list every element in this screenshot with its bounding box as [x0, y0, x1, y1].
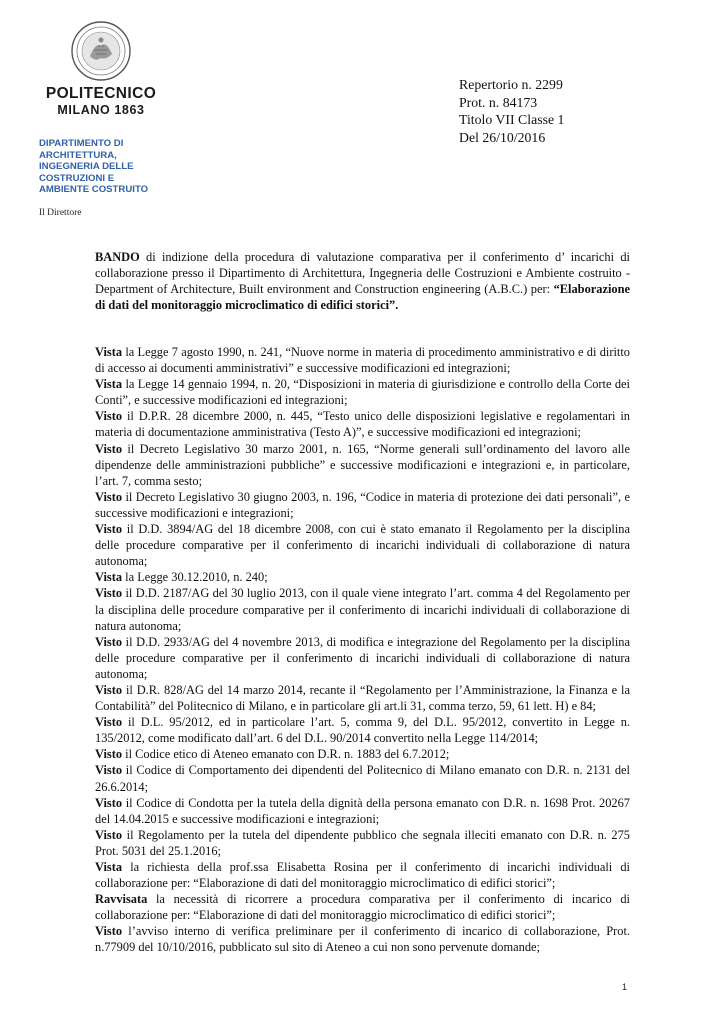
politecnico-logo — [38, 20, 164, 117]
consideration-item — [95, 585, 630, 633]
consideration-item — [95, 891, 630, 923]
consideration-keyword: Visto — [95, 441, 123, 456]
consideration-text: la Legge 7 agosto 1990, n. 241, “Nuove norme in materia di procedimento amministrativo e di diritto di accesso ai documenti amministrativi” e successive modificazioni ed integrazioni; — [95, 345, 630, 376]
considerations-list — [95, 344, 630, 956]
consideration-item — [95, 521, 630, 569]
repertorio-number: Repertorio n. 2299 — [459, 77, 563, 92]
consideration-item — [95, 714, 630, 746]
consideration-text: la richiesta della prof.ssa Elisabetta Rosina per il conferimento di incarichi individuali di collaborazione per: “Elaborazione di dati del monitoraggio microclimatico di edifici storici”; — [95, 860, 630, 891]
protocol-number: Prot. n. 84173 — [459, 94, 538, 110]
director-label: Il Direttore — [39, 208, 82, 218]
consideration-text: il D.P.R. 28 dicembre 2000, n. 445, “Testo unico delle disposizioni legislative e regolamentari in materia di documentazione amministrativa (Testo A)”, e successive modificazioni ed integrazioni; — [95, 409, 630, 440]
consideration-text: il D.D. 2933/AG del 4 novembre 2013, di modifica e integrazione del Regolamento per la disciplina delle procedure comparative per il conferimento di incarichi individuali di collaborazione di natura autonoma; — [95, 634, 630, 681]
consideration-keyword: Visto — [95, 715, 123, 730]
consideration-keyword: Vista — [95, 377, 123, 392]
consideration-item — [95, 859, 630, 891]
consideration-text: il D.D. 3894/AG del 18 dicembre 2008, con cui è stato emanato il Regolamento per la disciplina delle procedure comparative per il conferimento di incarichi individuali di collaborazione di natura autonoma; — [95, 522, 630, 569]
consideration-keyword: Visto — [95, 747, 123, 762]
consideration-item — [95, 344, 630, 376]
consideration-item — [95, 746, 630, 762]
university-seal-icon — [70, 20, 132, 82]
consideration-text: il Regolamento per la tutela del dipendente pubblico che segnala illeciti emanato con D.R. n. 275 Prot. 5031 del 25.1.2016; — [95, 827, 630, 858]
consideration-keyword: Visto — [95, 586, 123, 601]
consideration-text: la Legge 14 gennaio 1994, n. 20, “Disposizioni in materia di giurisdizione e controllo della Corte dei Conti”, e successive modificazioni ed integrazioni; — [95, 377, 630, 408]
department-line: INGEGNERIA DELLE — [39, 161, 134, 173]
consideration-text: il Codice di Condotta per la tutela della dignità della persona emanato con D.R. n. 1698 Prot. 20267 del 14.04.2015 e successive modificazioni e integrazioni; — [95, 795, 630, 826]
consideration-item — [95, 441, 630, 489]
consideration-item — [95, 634, 630, 682]
consideration-keyword: Visto — [95, 763, 123, 778]
consideration-text: l’avviso interno di verifica preliminare per il conferimento di incarico di collaborazione, Prot. n.77909 del 10/10/2016, pubblicato sul sito di Ateneo a cui non sono pervenute domande; — [95, 924, 630, 955]
consideration-item — [95, 376, 630, 408]
classification: Titolo VII Classe 1 — [459, 112, 565, 127]
consideration-item — [95, 682, 630, 714]
consideration-text: il Decreto Legislativo 30 giugno 2003, n. 196, “Codice in materia di protezione dei dati personali”, e successive modificazioni e integrazioni; — [95, 489, 630, 520]
consideration-text: il Decreto Legislativo 30 marzo 2001, n. 165, “Norme generali sull’ordinamento del lavoro alle dipendenze delle amministrazioni pubbliche” e successive modificazioni e integrazioni e, in particolare, l’art. 7, comma sesto; — [95, 441, 630, 488]
logo-city: MILANO 1863 — [57, 103, 145, 117]
consideration-keyword: Ravvisata — [95, 892, 148, 907]
consideration-item — [95, 923, 630, 955]
bando-title: “Elaborazione di dati del monitoraggio microclimatico di edifici storici”. — [95, 282, 630, 313]
department-line: DIPARTIMENTO DI — [39, 138, 124, 149]
bando-keyword: BANDO — [95, 250, 140, 264]
consideration-text: il Codice di Comportamento dei dipendenti del Politecnico di Milano emanato con D.R. n. 2131 del 26.6.2014; — [95, 763, 630, 794]
consideration-text: il Codice etico di Ateneo emanato con D.R. n. 1883 del 6.7.2012; — [122, 747, 450, 762]
consideration-keyword: Visto — [95, 634, 123, 649]
consideration-keyword: Visto — [95, 795, 123, 810]
consideration-keyword: Visto — [95, 827, 123, 842]
consideration-text: la necessità di ricorrere a procedura comparativa per il conferimento di incarico di collaborazione per: “Elaborazione di dati del monitoraggio microclimatico di edifici storici”; — [95, 892, 630, 923]
consideration-item — [95, 408, 630, 440]
consideration-keyword: Vista — [95, 345, 123, 359]
consideration-keyword: Vista — [95, 860, 123, 874]
consideration-keyword: Visto — [95, 489, 123, 504]
logo-name: POLITECNICO — [45, 85, 157, 102]
consideration-item — [95, 827, 630, 859]
consideration-text: il D.D. 2187/AG del 30 luglio 2013, con il quale viene integrato l’art. comma 4 del Regolamento per la disciplina delle procedure comparative per il conferimento di incarichi individuali di collaborazione di natura autonoma; — [95, 586, 630, 633]
department-name — [39, 138, 189, 196]
consideration-keyword: Visto — [95, 924, 123, 939]
consideration-keyword: Visto — [95, 409, 123, 424]
consideration-text: il D.R. 828/AG del 14 marzo 2014, recante il “Regolamento per l’Amministrazione, la Finanza e la Contabilità” del Politecnico di Milano, e in particolare gli art.li 31, comma terzo, 59, 61 lett. H) e 84; — [95, 682, 630, 714]
consideration-item — [95, 569, 630, 585]
protocol-block — [459, 76, 564, 146]
department-line: AMBIENTE COSTRUITO — [39, 184, 149, 196]
consideration-item — [95, 795, 630, 827]
consideration-item — [95, 489, 630, 521]
department-line: COSTRUZIONI E — [39, 172, 115, 184]
consideration-text: la Legge 30.12.2010, n. 240; — [122, 570, 268, 585]
bando-text: di indizione della procedura di valutazione comparativa per il conferimento d’ incarichi di collaborazione presso il Dipartimento di Architettura, Ingegneria delle Costruzioni e Ambiente costruito - Department of Architecture, Built environment and Construction engineering (A.B.C.) per: — [95, 250, 630, 297]
consideration-keyword: Visto — [95, 682, 123, 697]
consideration-text: il D.L. 95/2012, ed in particolare l’art. 5, comma 9, del D.L. 95/2012, convertito in Legge n. 135/2012, come modificato dall’art. 6 del D.L. 90/2014 convertito nella Legge 114/2014; — [95, 715, 630, 746]
consideration-keyword: Vista — [95, 570, 123, 585]
bando-paragraph — [95, 249, 630, 313]
consideration-item — [95, 762, 630, 794]
department-line: ARCHITETTURA, — [39, 149, 117, 161]
consideration-keyword: Visto — [95, 522, 123, 537]
page-number: 1 — [622, 982, 628, 992]
document-date: Del 26/10/2016 — [459, 129, 546, 145]
